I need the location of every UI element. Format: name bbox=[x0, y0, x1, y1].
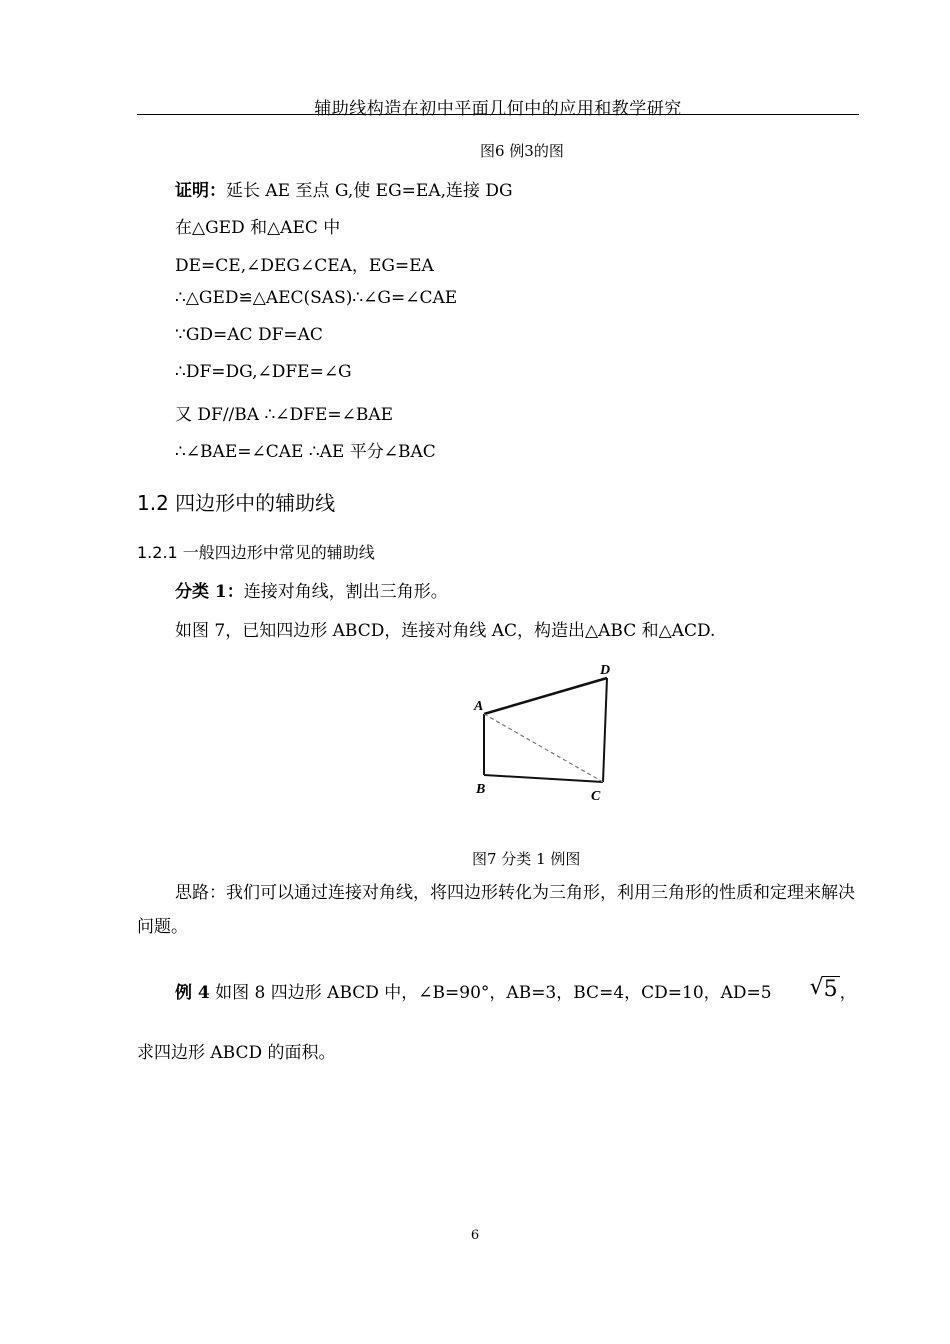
radical-sign: √ bbox=[809, 975, 824, 1000]
proof-label: 证明： bbox=[175, 181, 226, 201]
proof-line-2: DE=CE,∠DEG∠CEA，EG=EA bbox=[175, 256, 434, 276]
figure-7-caption: 图7 分类 1 例图 bbox=[472, 850, 581, 868]
thinking-paragraph: 思路：我们可以通过连接对角线，将四边形转化为三角形，利用三角形的性质和定理来解决问题。 bbox=[137, 883, 855, 937]
proof-line-7: ∴∠BAE=∠CAE ∴AE 平分∠BAC bbox=[175, 442, 436, 462]
proof-first-text: 延长 AE 至点 G,使 EG=EA,连接 DG bbox=[226, 181, 513, 201]
subsection-heading-1-2-1: 1.2.1 一般四边形中常见的辅助线 bbox=[137, 543, 375, 562]
vertex-label-b: B bbox=[476, 782, 486, 797]
header-rule bbox=[137, 114, 859, 115]
vertex-label-c: C bbox=[591, 789, 601, 804]
class1-line bbox=[175, 577, 448, 602]
figure-7-quadrilateral bbox=[470, 658, 622, 810]
class1-label: 分类 1： bbox=[175, 582, 244, 602]
page-number: 6 bbox=[470, 1228, 480, 1243]
figure-7-intro: 如图 7，已知四边形 ABCD，连接对角线 AC，构造出△ABC 和△ACD. bbox=[175, 621, 716, 641]
vertex-label-d: D bbox=[600, 663, 611, 678]
example-4-text-after: ，求四边形 ABCD 的面积。 bbox=[137, 983, 857, 1063]
example-4-paragraph bbox=[137, 960, 859, 1083]
edge-da bbox=[484, 678, 607, 714]
class1-text: 连接对角线，割出三角形。 bbox=[243, 582, 448, 602]
proof-line-3: ∴△GED≌△AEC(SAS)∴∠G=∠CAE bbox=[175, 288, 458, 308]
edge-bc bbox=[484, 775, 603, 782]
radicand: 5 bbox=[823, 977, 838, 1002]
edge-cd bbox=[603, 678, 607, 782]
example-4-label: 例 4 bbox=[175, 983, 210, 1003]
proof-line-4: ∵GD=AC DF=AC bbox=[175, 325, 323, 345]
vertex-label-a: A bbox=[474, 699, 484, 714]
example-4-text-before: 如图 8 四边形 ABCD 中，∠B=90°，AB=3，BC=4，CD=10，AD=5 bbox=[209, 983, 772, 1003]
proof-line-0 bbox=[175, 176, 513, 201]
running-header: 辅助线构造在初中平面几何中的应用和教学研究 bbox=[314, 99, 682, 119]
diagonal-ac bbox=[484, 714, 603, 782]
sqrt-five bbox=[772, 960, 840, 1020]
figure-6-caption: 图6 例3的图 bbox=[480, 142, 564, 160]
proof-line-1: 在△GED 和△AEC 中 bbox=[175, 218, 341, 238]
proof-line-6: 又 DF//BA ∴∠DFE=∠BAE bbox=[175, 405, 394, 425]
section-heading-1-2: 1.2 四边形中的辅助线 bbox=[137, 491, 336, 515]
proof-line-5: ∴DF=DG,∠DFE=∠G bbox=[175, 362, 352, 382]
